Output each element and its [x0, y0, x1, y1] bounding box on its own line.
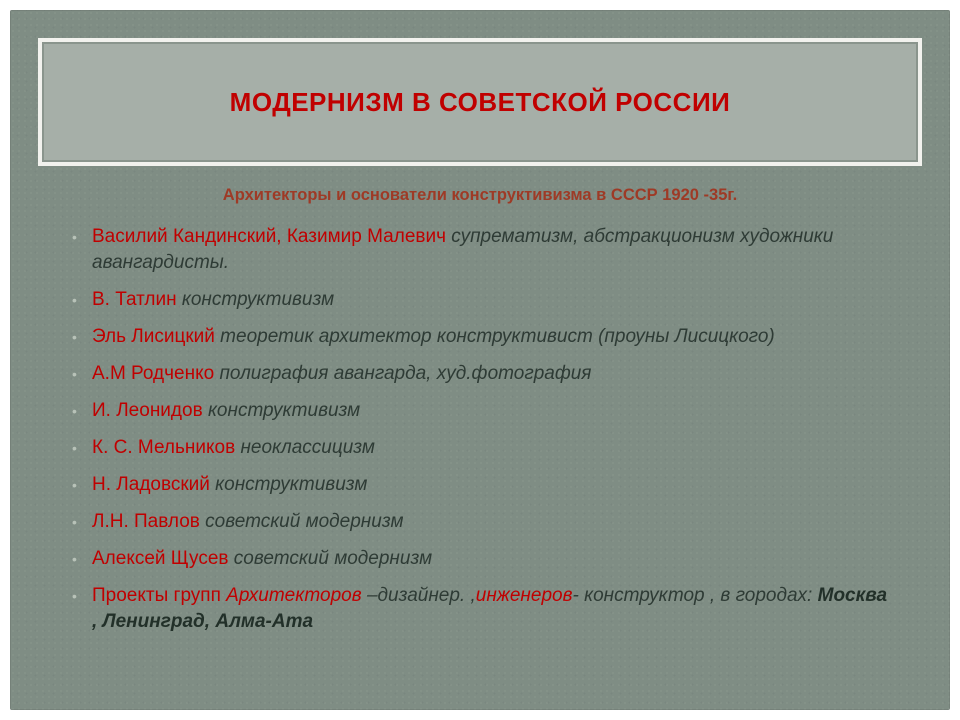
- list-item: [68, 398, 888, 424]
- bullet-icon: •: [72, 229, 77, 245]
- projects-engineers: инженеров: [475, 585, 573, 606]
- item-name: И. Леонидов: [92, 400, 203, 421]
- list-item: [68, 546, 888, 572]
- list-item: [68, 287, 888, 313]
- list-item: [68, 324, 888, 350]
- item-desc: конструктивизм: [209, 474, 368, 495]
- item-name: В. Татлин: [92, 289, 177, 310]
- item-desc: неоклассицизм: [235, 437, 375, 458]
- bullet-icon: •: [72, 551, 77, 567]
- list-item: [68, 472, 888, 498]
- item-name: Эль Лисицкий: [92, 326, 215, 347]
- bullet-icon: •: [72, 403, 77, 419]
- item-desc: конструктивизм: [176, 289, 335, 310]
- item-desc: полиграфия авангарда, худ.фотография: [214, 363, 592, 384]
- projects-constructor: - конструктор , в городах:: [572, 585, 818, 606]
- list-item: [68, 509, 888, 535]
- bullet-icon: •: [72, 329, 77, 345]
- item-desc: супрематизм, абстракционизм художники авангардисты.: [92, 226, 834, 273]
- bullet-list: [68, 224, 888, 646]
- item-desc: советский модернизм: [228, 548, 433, 569]
- title-band: [38, 38, 922, 166]
- item-desc: конструктивизм: [202, 400, 361, 421]
- projects-architects: Архитекторов: [226, 585, 362, 606]
- slide-subtitle: Архитекторы и основатели конструктивизма в СССР 1920 -35г.: [222, 186, 738, 204]
- item-desc: теоретик архитектор конструктивист (проуны Лисицкого): [214, 326, 775, 347]
- bullet-icon: •: [72, 366, 77, 382]
- list-item: [68, 224, 888, 276]
- list-item-projects: [68, 583, 888, 635]
- item-name: Василий Кандинский, Казимир Малевич: [92, 226, 446, 247]
- list-item: [68, 361, 888, 387]
- item-name: А.М Родченко: [92, 363, 215, 384]
- list-item: [68, 435, 888, 461]
- projects-cities: Москва , Ленинград, Алма-Ата: [92, 585, 888, 632]
- item-desc: советский модернизм: [199, 511, 404, 532]
- bullet-icon: •: [72, 477, 77, 493]
- item-name: Н. Ладовский: [92, 474, 210, 495]
- item-name: Л.Н. Павлов: [92, 511, 200, 532]
- bullet-icon: •: [72, 292, 77, 308]
- projects-lead: Проекты групп: [92, 585, 227, 606]
- bullet-icon: •: [72, 514, 77, 530]
- projects-designer: –дизайнер. ,: [361, 585, 476, 606]
- bullet-icon: •: [72, 588, 77, 604]
- item-name: Алексей Щусев: [92, 548, 229, 569]
- bullet-icon: •: [72, 440, 77, 456]
- slide-background: [10, 10, 950, 710]
- title-box: [42, 42, 918, 162]
- slide-title: МОДЕРНИЗМ В СОВЕТСКОЙ РОССИИ: [229, 86, 731, 117]
- item-name: К. С. Мельников: [92, 437, 236, 458]
